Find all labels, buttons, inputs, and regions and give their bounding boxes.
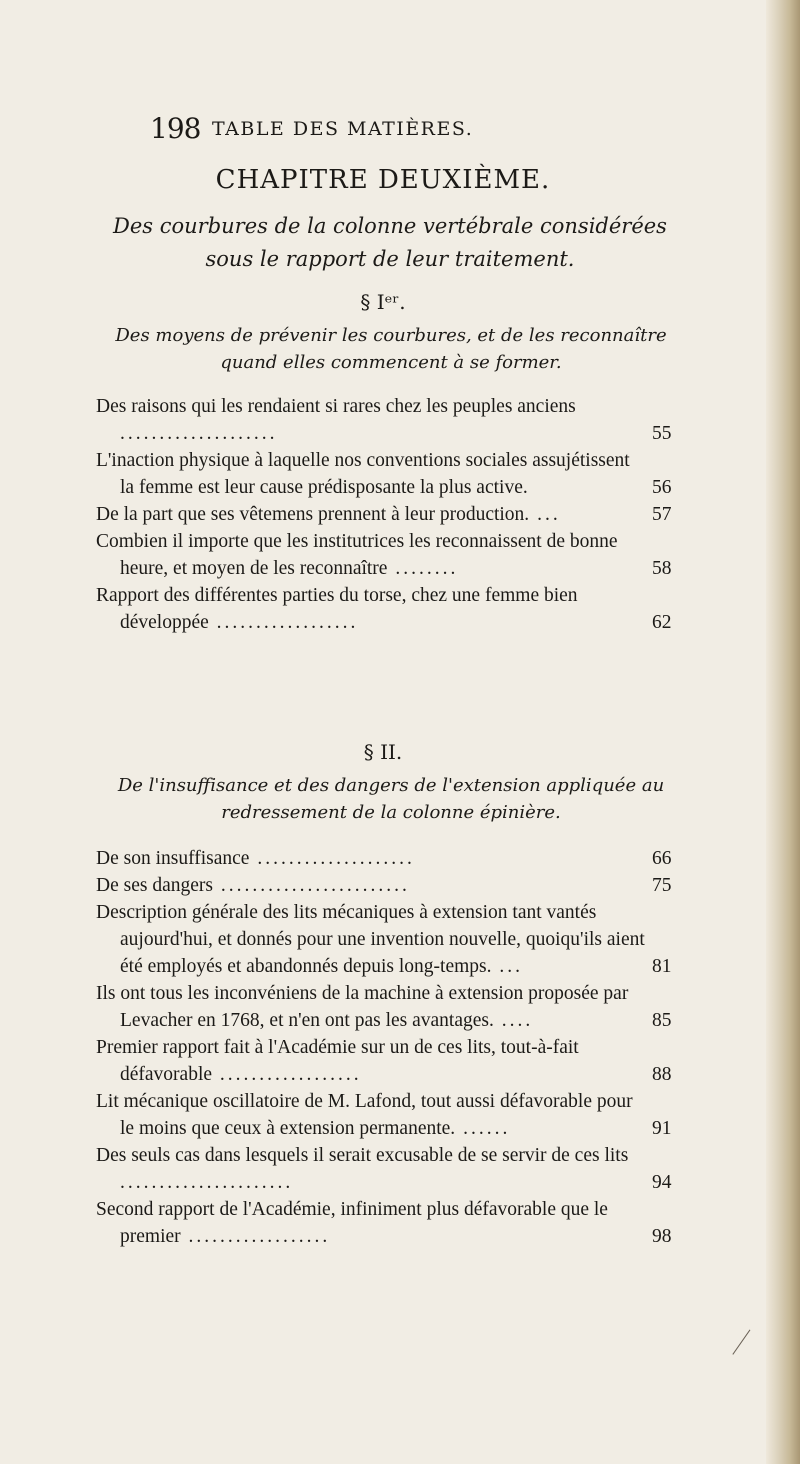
toc-entry-page: 94	[652, 1172, 672, 1193]
toc-entry-page: 81	[652, 956, 672, 977]
toc-entry-text: Second rapport de l'Académie, infiniment plus défavorable que le premier	[96, 1199, 608, 1247]
dot-leader: ..................	[212, 1064, 362, 1085]
toc-entry-page: 57	[652, 504, 672, 525]
toc-entry-text: L'inaction physique à laquelle nos conventions sociales assujétissent la femme est leur cause prédisposante la plus active.	[96, 450, 630, 498]
toc-entry-text: Des raisons qui les rendaient si rares chez les peuples anciens	[96, 396, 576, 417]
running-head	[150, 112, 630, 146]
toc-entry	[96, 447, 692, 501]
toc-entry	[96, 582, 692, 636]
toc-entry-page: 75	[652, 875, 672, 896]
toc-entry	[96, 1034, 692, 1088]
toc-entry	[96, 393, 692, 447]
stray-pen-mark	[732, 1330, 758, 1361]
toc-entry-page: 58	[652, 558, 672, 579]
page-number: 198	[150, 112, 201, 145]
dot-leader: ...	[491, 956, 523, 977]
toc-entry	[96, 899, 692, 980]
dot-leader: ...	[529, 504, 561, 525]
section-mark-2: § II.	[363, 740, 403, 764]
dot-leader: ....	[493, 1010, 534, 1031]
toc-entry-page: 98	[652, 1226, 672, 1247]
toc-list-section-2	[96, 845, 692, 1250]
toc-entry-text: De ses dangers	[96, 875, 213, 896]
toc-entry-text: Lit mécanique oscillatoire de M. Lafond, tout aussi défavorable pour le moins que ceux à extension permanente.	[96, 1091, 633, 1139]
toc-entry-text: De son insuffisance	[96, 848, 250, 869]
toc-entry-text: Combien il importe que les institutrices les reconnaissent de bonne heure, et moyen de les reconnaître	[96, 531, 618, 579]
toc-entry-page: 91	[652, 1118, 672, 1139]
dot-leader: ....................	[249, 848, 415, 869]
toc-entry-page: 56	[652, 477, 672, 498]
section-heading-1: Des moyens de prévenir les courbures, et de les reconnaître quand elles commencent à se former.	[115, 325, 667, 373]
toc-entry	[96, 501, 692, 528]
toc-entry-text: Ils ont tous les inconvéniens de la machine à extension proposée par Levacher en 1768, et n'en ont pas les avantages.	[96, 983, 629, 1031]
toc-entry	[96, 845, 692, 872]
toc-entry-text: Des seuls cas dans lesquels il serait excusable de se servir de ces lits	[96, 1145, 629, 1166]
toc-entry-text: Rapport des différentes parties du torse, chez une femme bien développée	[96, 585, 578, 633]
dot-leader: ....................	[120, 423, 278, 444]
running-title: TABLE DES MATIÈRES.	[212, 118, 474, 140]
toc-entry	[96, 980, 692, 1034]
toc-entry-text: Premier rapport fait à l'Académie sur un de ces lits, tout-à-fait défavorable	[96, 1037, 579, 1085]
dot-leader: ........	[387, 558, 459, 579]
toc-entry	[96, 528, 692, 582]
toc-entry-page: 62	[652, 612, 672, 633]
dot-leader: ......................	[120, 1172, 294, 1193]
toc-entry	[96, 1196, 692, 1250]
toc-entry-page: 88	[652, 1064, 672, 1085]
chapter-subtitle: Des courbures de la colonne vertébrale considérées sous le rapport de leur traitement.	[113, 214, 667, 271]
section-mark-1: § Iᵉʳ.	[360, 290, 406, 314]
toc-entry-page: 66	[652, 848, 672, 869]
section-heading-2: De l'insuffisance et des dangers de l'extension appliquée au redressement de la colonne épinière.	[117, 775, 665, 823]
toc-entry-text: De la part que ses vêtemens prennent à leur production.	[96, 504, 530, 525]
toc-list-section-1	[96, 393, 692, 636]
toc-entry-page: 55	[652, 423, 672, 444]
dot-leader: ........................	[212, 875, 410, 896]
page-edge-shadow	[766, 0, 800, 1464]
dot-leader: ..................	[180, 1226, 331, 1247]
toc-entry-page: 85	[652, 1010, 672, 1031]
toc-entry-text: Description générale des lits mécaniques à extension tant vantés aujourd'hui, et donnés pour une invention nouvelle, quoiqu'ils aient été employés et abandonnés depuis long-temps.	[96, 902, 645, 977]
toc-entry	[96, 872, 692, 899]
toc-entry	[96, 1088, 692, 1142]
dot-leader: ......	[455, 1118, 511, 1139]
toc-entry	[96, 1142, 692, 1196]
dot-leader: ..................	[208, 612, 359, 633]
chapter-title: CHAPITRE DEUXIÈME.	[215, 165, 551, 195]
